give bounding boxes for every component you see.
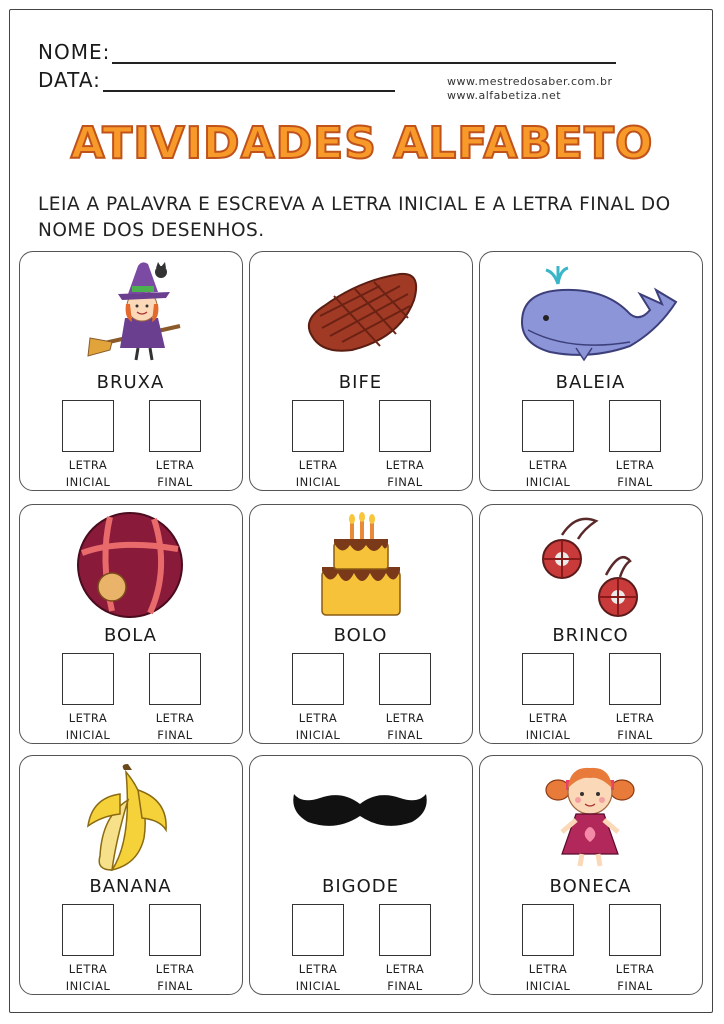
initial-letter-label: LETRA INICIAL: [295, 711, 341, 742]
initial-letter-box[interactable]: [522, 400, 574, 452]
card-word: BONECA: [549, 876, 632, 897]
initial-letter-box[interactable]: [522, 904, 574, 956]
banana-icon: [20, 760, 241, 872]
final-letter-label: LETRA FINAL: [615, 458, 655, 489]
final-letter-label: LETRA FINAL: [385, 962, 425, 993]
final-letter-box[interactable]: [609, 400, 661, 452]
initial-letter-box[interactable]: [292, 653, 344, 705]
card-word: BIGODE: [321, 876, 399, 897]
final-letter-label: LETRA FINAL: [615, 962, 655, 993]
final-letter-box[interactable]: [609, 653, 661, 705]
card-boneca: [479, 755, 703, 995]
final-letter-label: LETRA FINAL: [155, 711, 195, 742]
card-bola: [19, 504, 243, 744]
final-letter-label: LETRA FINAL: [155, 458, 195, 489]
card-baleia: [479, 251, 703, 491]
final-letter-label: LETRA FINAL: [385, 711, 425, 742]
final-letter-label: LETRA FINAL: [615, 711, 655, 742]
initial-letter-box[interactable]: [62, 904, 114, 956]
initial-letter-label: LETRA INICIAL: [65, 711, 111, 742]
initial-letter-label: LETRA INICIAL: [295, 962, 341, 993]
card-banana: [19, 755, 243, 995]
card-word: BANANA: [89, 876, 172, 897]
initial-letter-box[interactable]: [62, 400, 114, 452]
name-input-line[interactable]: [112, 40, 616, 64]
card-grid: [19, 251, 705, 999]
ball-icon: [20, 509, 241, 621]
initial-letter-label: LETRA INICIAL: [525, 962, 571, 993]
cake-icon: [250, 509, 471, 621]
website-1: www.mestredosaber.com.br: [447, 75, 613, 88]
initial-letter-label: LETRA INICIAL: [65, 962, 111, 993]
card-word: BIFE: [338, 372, 383, 393]
initial-letter-label: LETRA INICIAL: [525, 458, 571, 489]
final-letter-box[interactable]: [149, 653, 201, 705]
steak-icon: [250, 256, 471, 368]
initial-letter-box[interactable]: [292, 400, 344, 452]
initial-letter-box[interactable]: [292, 904, 344, 956]
card-word: BALEIA: [555, 372, 626, 393]
date-label: DATA:: [38, 68, 101, 92]
final-letter-label: LETRA FINAL: [385, 458, 425, 489]
final-letter-box[interactable]: [379, 904, 431, 956]
doll-icon: [480, 760, 701, 872]
date-input-line[interactable]: [103, 68, 395, 92]
witch-icon: [20, 256, 241, 368]
initial-letter-box[interactable]: [522, 653, 574, 705]
instructions: LEIA A PALAVRA E ESCREVA A LETRA INICIAL E A LETRA FINAL DO NOME DOS DESENHOS.: [38, 194, 671, 241]
mustache-icon: [250, 760, 471, 872]
earrings-icon: [480, 509, 701, 621]
name-field: [38, 40, 616, 64]
card-bolo: [249, 504, 473, 744]
final-letter-box[interactable]: [609, 904, 661, 956]
card-bruxa: [19, 251, 243, 491]
card-brinco: [479, 504, 703, 744]
card-word: BRUXA: [96, 372, 165, 393]
final-letter-box[interactable]: [379, 653, 431, 705]
card-bife: [249, 251, 473, 491]
card-word: BRINCO: [552, 625, 629, 646]
card-word: BOLA: [104, 625, 157, 646]
name-label: NOME:: [38, 40, 111, 64]
initial-letter-label: LETRA INICIAL: [65, 458, 111, 489]
final-letter-box[interactable]: [149, 400, 201, 452]
website-2: www.alfabetiza.net: [447, 89, 562, 102]
final-letter-box[interactable]: [379, 400, 431, 452]
final-letter-label: LETRA FINAL: [155, 962, 195, 993]
card-word: BOLO: [333, 625, 388, 646]
initial-letter-box[interactable]: [62, 653, 114, 705]
initial-letter-label: LETRA INICIAL: [295, 458, 341, 489]
page-title: ATIVIDADES ALFABETO: [70, 118, 654, 169]
card-bigode: [249, 755, 473, 995]
date-field: [38, 68, 395, 92]
whale-icon: [480, 256, 701, 368]
initial-letter-label: LETRA INICIAL: [525, 711, 571, 742]
final-letter-box[interactable]: [149, 904, 201, 956]
